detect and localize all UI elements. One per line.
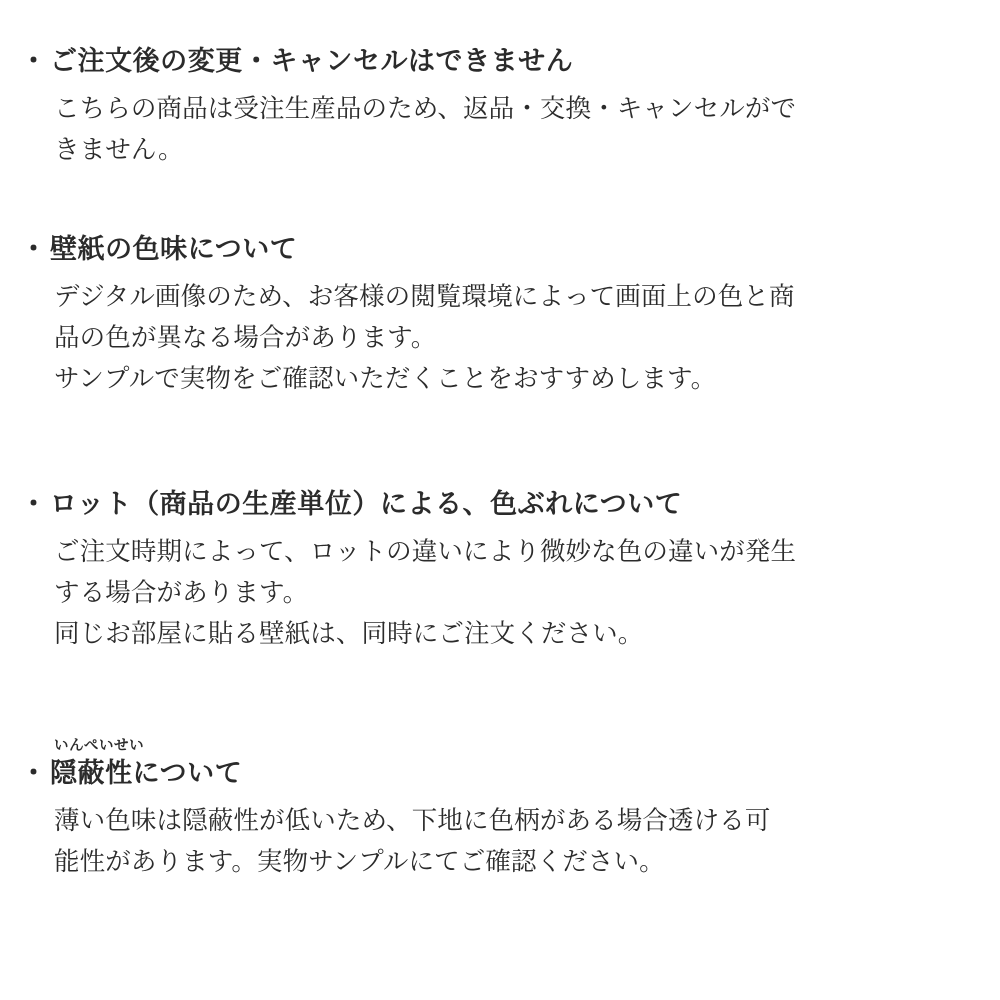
section-opacity	[20, 737, 974, 884]
body-line: 品の色が異なる場合があります。	[54, 324, 437, 353]
section-no-change-cancel	[20, 44, 974, 172]
section-lot-color-variation	[20, 487, 974, 656]
section-wallpaper-color	[20, 232, 974, 401]
section-heading-text: ご注文後の変更・キャンセルはできません	[50, 46, 574, 76]
body-line: こちらの商品は受注生産品のため、返品・交換・キャンセルがで	[54, 95, 797, 124]
body-line: きません。	[54, 136, 184, 165]
bullet-icon: ・	[20, 757, 48, 788]
section-body	[20, 89, 974, 172]
section-heading-text: ロット（商品の生産単位）による、色ぶれについて	[50, 488, 683, 519]
body-line: サンプルで実物をご確認いただくことをおすすめします。	[54, 365, 717, 394]
section-heading-text: 隠蔽性について	[50, 757, 243, 788]
body-line: ご注文時期によって、ロットの違いにより微妙な色の違いが発生	[54, 537, 797, 566]
section-heading	[20, 44, 974, 79]
bullet-icon: ・	[20, 233, 48, 264]
body-line: 能性があります。実物サンプルにてご確認ください。	[54, 848, 665, 877]
body-line: デジタル画像のため、お客様の閲覧環境によって画面上の色と商	[54, 282, 795, 311]
section-body	[20, 532, 974, 656]
body-line: する場合があります。	[54, 579, 309, 608]
bullet-icon: ・	[20, 488, 48, 519]
section-body	[20, 277, 974, 401]
body-line: 薄い色味は隠蔽性が低いため、下地に色柄がある場合透ける可	[54, 806, 771, 835]
body-line: 同じお部屋に貼る壁紙は、同時にご注文ください。	[54, 620, 644, 649]
section-body	[20, 801, 974, 884]
section-heading	[20, 756, 974, 791]
section-heading-text: 壁紙の色味について	[50, 233, 298, 264]
furigana-label: いんぺいせい	[54, 737, 145, 754]
bullet-icon: ・	[20, 46, 48, 76]
section-heading	[20, 232, 974, 267]
section-heading	[20, 487, 974, 522]
